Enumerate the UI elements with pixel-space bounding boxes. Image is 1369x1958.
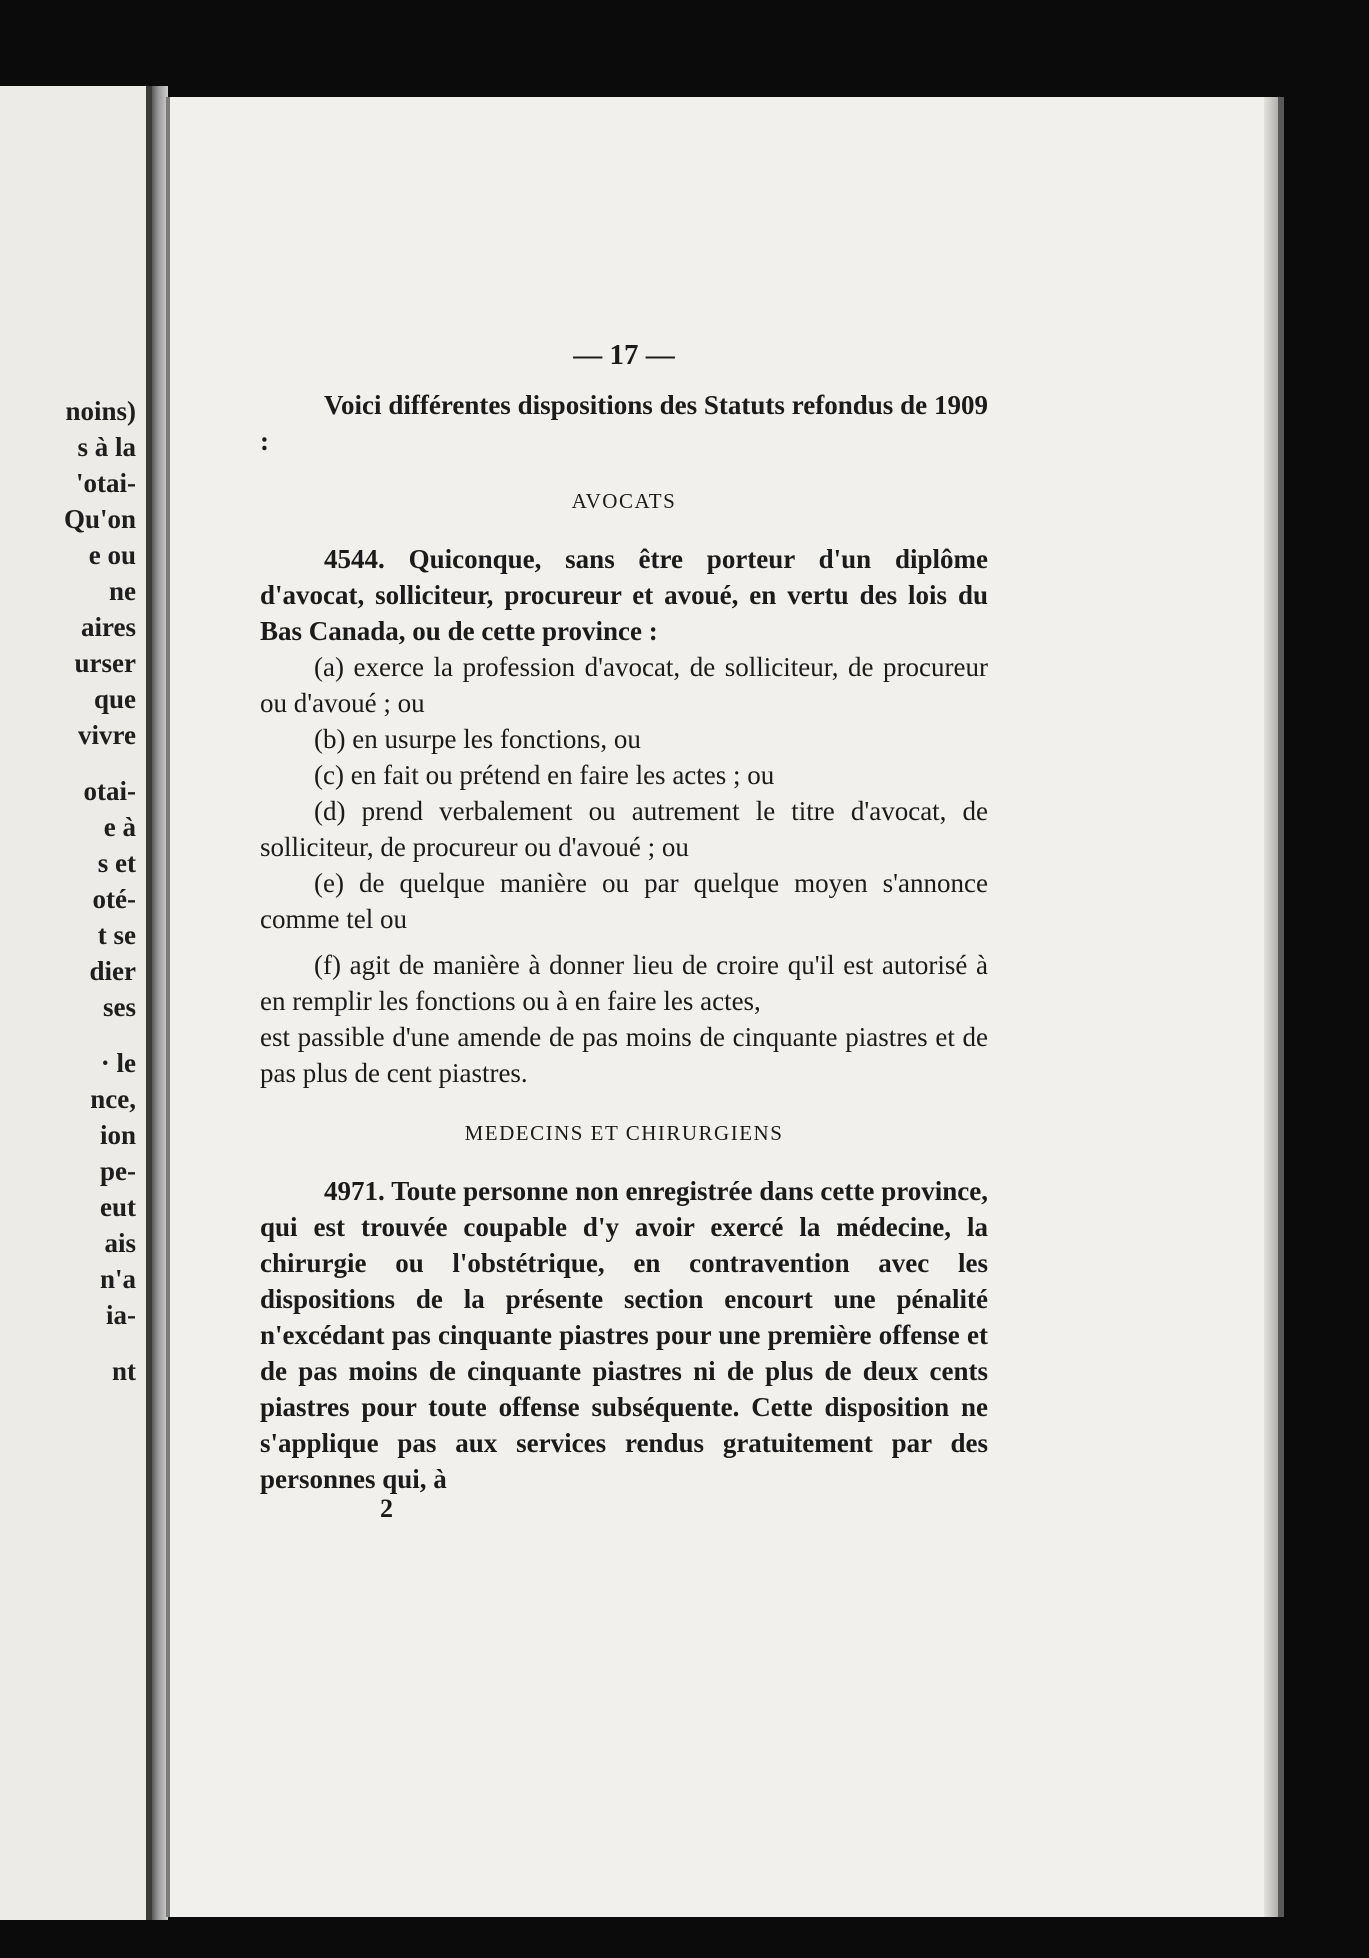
left-page-line: oté-	[92, 884, 136, 914]
left-page-line: eut	[100, 1192, 136, 1222]
left-page-line: e à	[103, 812, 136, 842]
section-heading-medecins: MEDECINS ET CHIRURGIENS	[464, 1121, 784, 1145]
intro-paragraph: Voici différentes dispositions des Statuts refondus de 1909 :	[260, 390, 988, 456]
left-page-line: nce,	[90, 1084, 136, 1114]
page-content	[260, 337, 988, 1521]
left-page-line: ion	[99, 1120, 136, 1150]
left-page-line: · le	[100, 1048, 136, 1078]
left-page-line: n'a	[99, 1264, 136, 1294]
left-page-line: Qu'on	[63, 504, 136, 534]
list-item: (b) en usurpe les fonctions, ou	[314, 724, 641, 754]
left-page-line: ses	[103, 992, 136, 1022]
left-page-fragment	[0, 86, 152, 1920]
page-number: — 17 —	[573, 339, 675, 371]
left-page-line: urser	[74, 648, 136, 678]
left-page-line: pe-	[100, 1156, 136, 1186]
article-4544: 4544. Quiconque, sans être porteur d'un diplôme d'avocat, solliciteur, procureur et avoué, en vertu des lois du Bas Canada, ou de cette province :	[260, 544, 988, 646]
signature-mark: 2	[380, 1494, 393, 1523]
left-page-line: nt	[111, 1356, 136, 1386]
left-page-line: t se	[97, 920, 136, 950]
left-page-line: s et	[97, 848, 136, 878]
article-4971: 4971. Toute personne non enregistrée dans cette province, qui est trouvée coupable d'y avoir exercé la médecine, la chirurgie ou l'obstétrique, en contravention avec les dispositions de la présente section encourt une pénalité n'excédant pas cinquante piastres pour une première offense et de pas moins de cinquante piastres ni de plus de deux cents piastres pour toute offense subséquente. Cette disposition ne s'applique pas aux services rendus gratuitement par des personnes qui, à	[260, 1176, 988, 1494]
left-page-line: aires	[81, 612, 136, 642]
list-item: (d) prend verbalement ou autrement le titre d'avocat, de solliciteur, de procureur ou d'avoué ; ou	[260, 796, 988, 862]
left-page-line: s à la	[77, 432, 136, 462]
left-page-line: vivre	[78, 720, 136, 750]
left-page-line: ia-	[106, 1300, 136, 1330]
section-heading-avocats: AVOCATS	[571, 489, 677, 513]
book-page	[166, 97, 1284, 1917]
left-page-line: que	[93, 684, 136, 714]
left-page-line: noins)	[65, 396, 136, 426]
left-page-line: 'otai-	[76, 468, 136, 498]
left-page-line: ne	[109, 576, 136, 606]
left-page-line: ais	[104, 1228, 136, 1258]
left-page-line: dier	[89, 956, 136, 986]
list-item: (c) en fait ou prétend en faire les actes ; ou	[314, 760, 775, 790]
left-page-line: e ou	[88, 540, 136, 570]
list-item: (e) de quelque manière ou par quelque moyen s'annonce comme tel ou	[260, 868, 988, 934]
list-item: (a) exerce la profession d'avocat, de solliciteur, de procureur ou d'avoué ; ou	[260, 652, 988, 718]
list-item: (f) agit de manière à donner lieu de croire qu'il est autorisé à en remplir les fonctions ou à en faire les actes,	[260, 950, 988, 1016]
left-page-line: otai-	[83, 776, 136, 806]
page-edge	[1264, 97, 1278, 1917]
penalty-text: est passible d'une amende de pas moins de cinquante piastres et de pas plus de cent piastres.	[260, 1022, 988, 1088]
